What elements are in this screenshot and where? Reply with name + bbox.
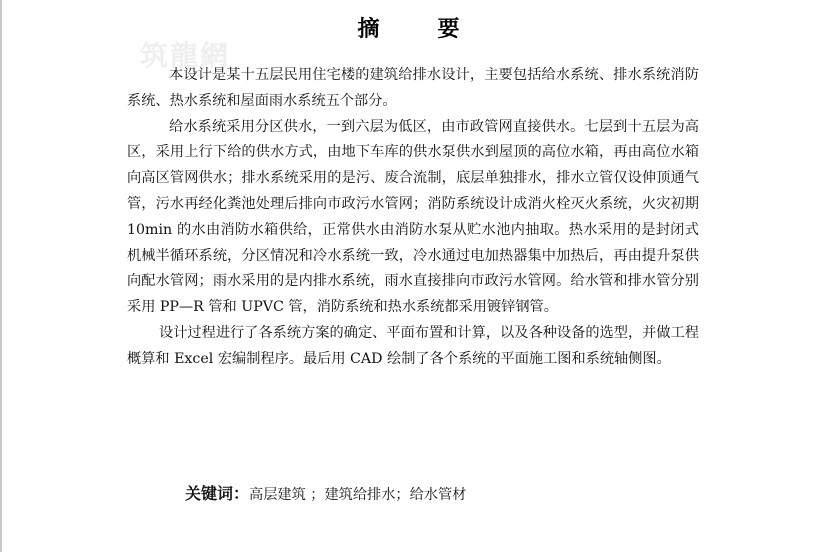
page-edge-divider [0, 0, 2, 552]
abstract-paragraph-2: 给水系统采用分区供水，一到六层为低区，由市政管网直接供水。七层到十五层为高区，采用上行下给的供水方式，由地下车库的供水泵供水到屋顶的高位水箱，再由高位水箱向高区管网供水；排水系统采用的是污、废合流制，底层单独排水，排水立管仅设伸顶通气管，污水再经化粪池处理后排向市政污水管网；消防系统设计成消火栓灭火系统，火灾初期 10min 的水由消防水箱供给，正常供水由消防水泵从贮水池内抽取。热水采用的是封闭式机械半循环系统，分区情况和冷水系统一致，冷水通过电加热器集中加热后，再由提升泵供向配水管网；雨水采用的是内排水系统，雨水直接排向市政污水管网。给水管和排水管分别采用 PP—R 管和 UPVC 管，消防系统和热水系统都采用镀锌钢管。 [127, 118, 699, 316]
abstract-paragraph-3: 设计过程进行了各系统方案的确定、平面布置和计算，以及各种设备的选型，并做工程概算和 Excel 宏编制程序。最后用 CAD 绘制了各个系统的平面施工图和系统轴侧图。 [127, 324, 699, 367]
keywords-value: 高层建筑 ；建筑给排水；给水管材 [249, 487, 467, 503]
keywords-label: 关键词： [185, 484, 250, 503]
page-title: 摘 要 [357, 17, 478, 42]
abstract-paragraph-1: 本设计是某十五层民用住宅楼的建筑给排水设计，主要包括给水系统、排水系统消防系统、热水系统和屋面雨水系统五个部分。 [127, 67, 699, 109]
watermark-logo: 筑龍網 [140, 39, 231, 72]
keywords-line [185, 482, 466, 507]
abstract-body [127, 63, 699, 373]
